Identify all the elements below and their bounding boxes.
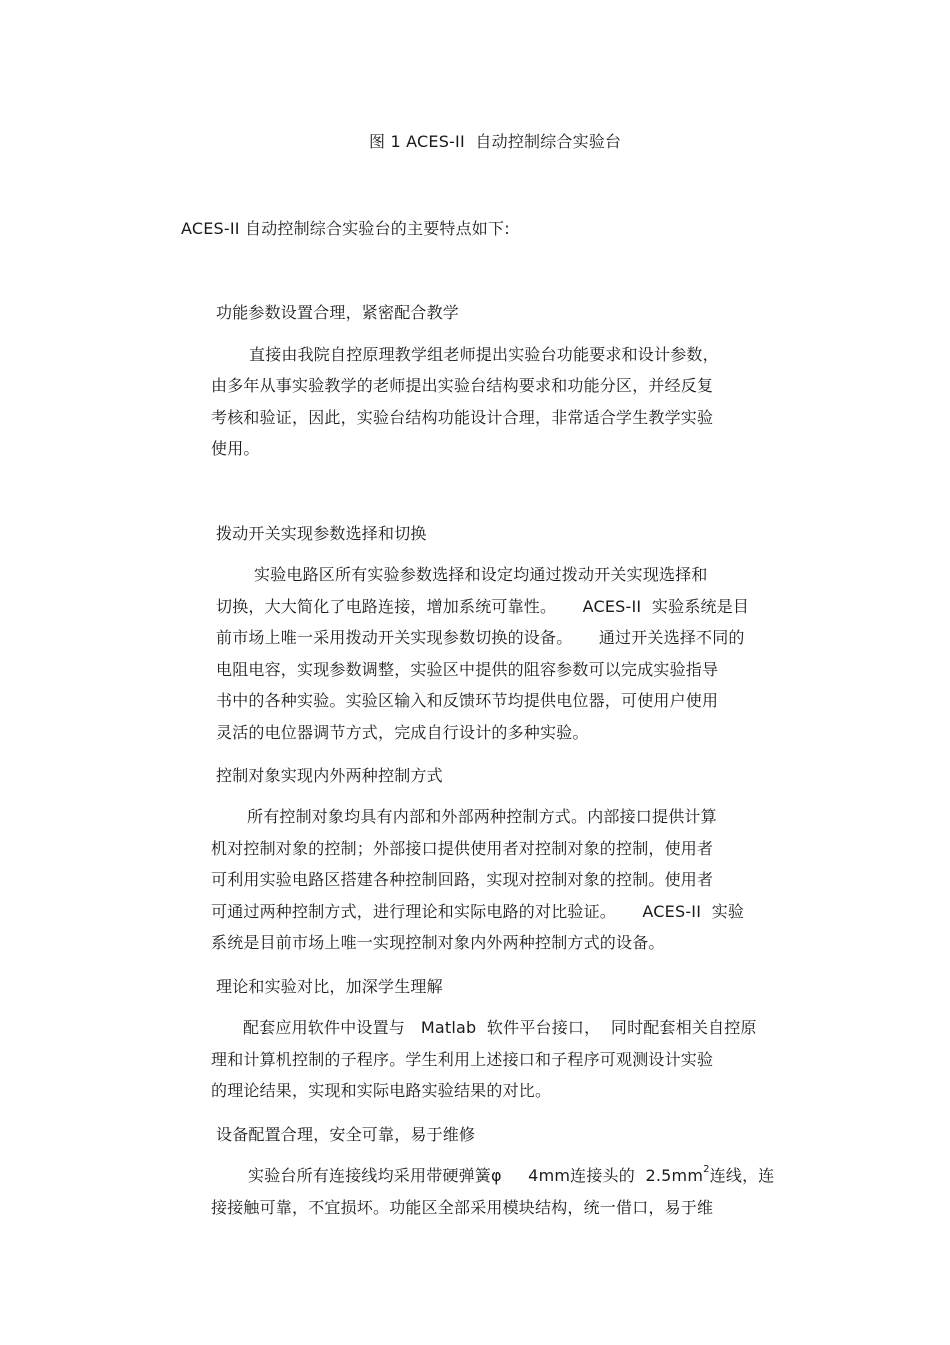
section-2-line-6: 灵活的电位器调节方式，完成自行设计的多种实验。 [216, 723, 589, 742]
section-heading-1: 功能参数设置合理，紧密配合教学 [216, 303, 460, 322]
section-heading-2: 拨动开关实现参数选择和切换 [216, 524, 427, 543]
section-3-line-3: 可利用实验电路区搭建各种控制回路，实现对控制对象的控制。使用者 [211, 870, 714, 889]
section-1-line-2: 由多年从事实验教学的老师提出实验台结构要求和功能分区，并经反复 [211, 376, 714, 395]
section-2-line-2: 切换，大大简化了电路连接，增加系统可靠性。 ACES-II 实验系统是目 [216, 597, 750, 616]
section-3-line-4: 可通过两种控制方式，进行理论和实际电路的对比验证。 ACES-II 实验 [211, 902, 745, 921]
figure-caption: 图 1 ACES-II 自动控制综合实验台 [369, 132, 622, 151]
section-2-line-1: 实验电路区所有实验参数选择和设定均通过拨动开关实现选择和 [254, 565, 708, 584]
section-2-line-3: 前市场上唯一采用拨动开关实现参数切换的设备。 通过开关选择不同的 [216, 628, 745, 647]
section-4-line-2: 理和计算机控制的子程序。学生利用上述接口和子程序可观测设计实验 [211, 1050, 714, 1069]
section-heading-3: 控制对象实现内外两种控制方式 [216, 766, 443, 785]
section-heading-5: 设备配置合理，安全可靠，易于维修 [216, 1125, 476, 1144]
section-3-line-5: 系统是目前市场上唯一实现控制对象内外两种控制方式的设备。 [211, 933, 665, 952]
section-1-line-4: 使用。 [211, 439, 260, 458]
section-3-line-1: 所有控制对象均具有内部和外部两种控制方式。内部接口提供计算 [247, 807, 717, 826]
section-1-line-1: 直接由我院自控原理教学组老师提出实验台功能要求和设计参数， [249, 345, 719, 364]
section-5-line-1-tail: 连线，连 [709, 1166, 775, 1185]
section-4-line-3: 的理论结果，实现和实际电路实验结果的对比。 [211, 1081, 552, 1100]
intro-paragraph: ACES-II 自动控制综合实验台的主要特点如下: [181, 219, 510, 238]
section-4-line-1: 配套应用软件中设置与 Matlab 软件平台接口， 同时配套相关自控原 [243, 1018, 757, 1037]
section-3-line-2: 机对控制对象的控制；外部接口提供使用者对控制对象的控制，使用者 [211, 839, 714, 858]
section-heading-4: 理论和实验对比，加深学生理解 [216, 977, 443, 996]
section-2-line-5: 书中的各种实验。实验区输入和反馈环节均提供电位器，可使用户使用 [216, 691, 719, 710]
section-5-line-2: 接接触可靠，不宜损坏。功能区全部采用模块结构，统一借口，易于维 [211, 1198, 714, 1217]
squared-superscript: 2 [703, 1164, 710, 1175]
section-5-line-1-text: 实验台所有连接线均采用带硬弹簧φ 4mm连接头的 2.5mm [248, 1166, 704, 1185]
section-5-line-1 [248, 1166, 775, 1186]
section-2-line-4: 电阻电容，实现参数调整，实验区中提供的阻容参数可以完成实验指导 [216, 660, 719, 679]
section-1-line-3: 考核和验证，因此，实验台结构功能设计合理，非常适合学生教学实验 [211, 408, 714, 427]
